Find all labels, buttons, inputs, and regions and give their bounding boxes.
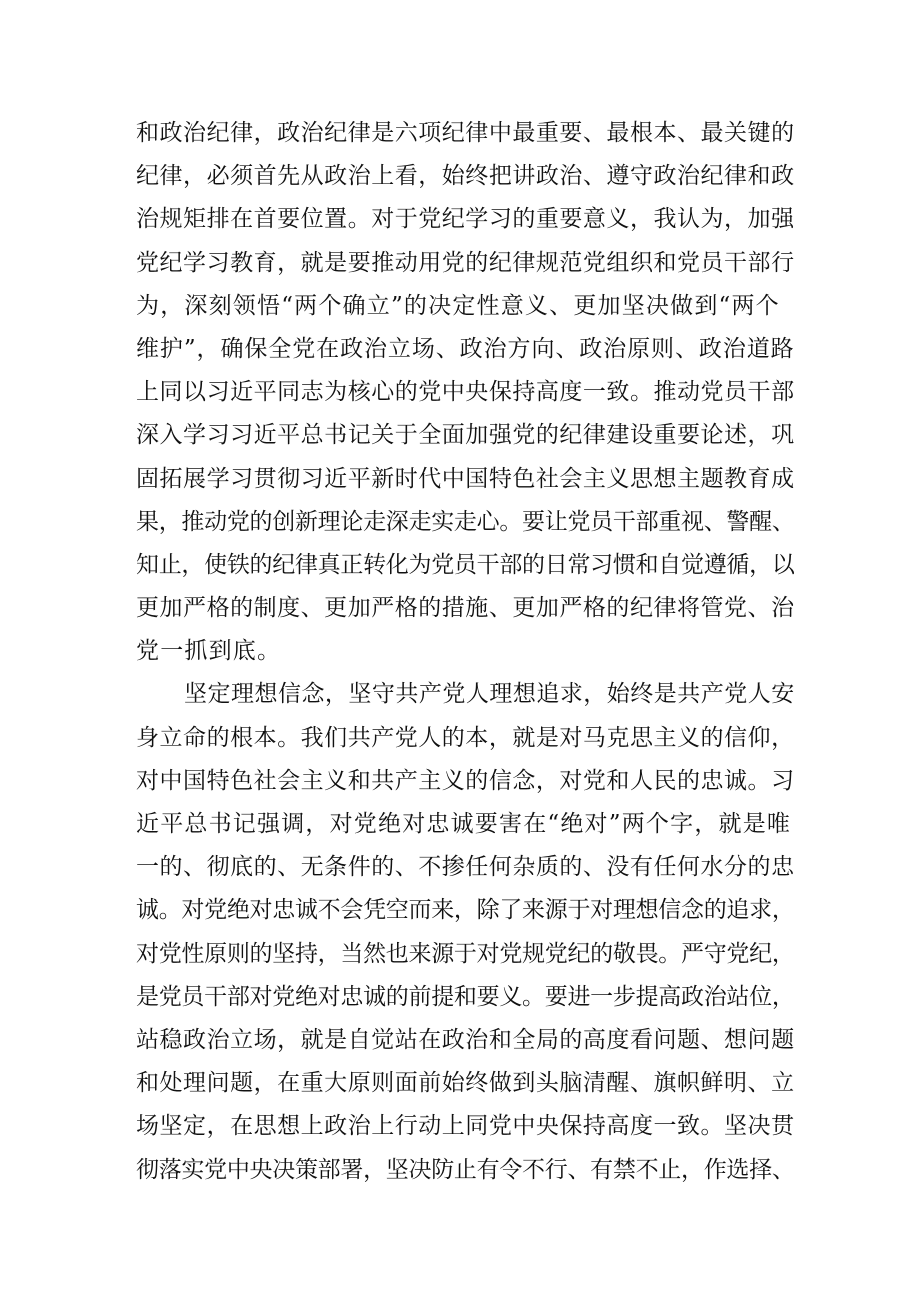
text-line: 彻落实党中央决策部署，坚决防止有令不行、有禁不止，作选择、 [136,1156,795,1183]
text-line: 维护”，确保全党在政治立场、政治方向、政治原则、政治道路 [136,335,795,362]
text-line: 是党员干部对党绝对忠诚的前提和要义。要进一步提高政治站位， [136,983,795,1010]
text-line: 上同以习近平同志为核心的党中央保持高度一致。推动党员干部 [136,379,795,406]
text-line: 场坚定，在思想上政治上行动上同党中央保持高度一致。坚决贯 [136,1113,795,1140]
text-line: 一的、彻底的、无条件的、不掺任何杂质的、没有任何水分的忠 [136,854,795,881]
text-line: 诚。对党绝对忠诚不会凭空而来，除了来源于对理想信念的追求， [136,897,795,924]
text-line: 党纪学习教育，就是要推动用党的纪律规范党组织和党员干部行 [136,249,795,276]
text-line: 站稳政治立场，就是自觉站在政治和全局的高度看问题、想问题 [136,1026,795,1053]
text-line: 治规矩排在首要位置。对于党纪学习的重要意义，我认为，加强 [136,206,795,233]
text-line: 和处理问题，在重大原则面前始终做到头脑清醒、旗帜鲜明、立 [136,1070,795,1097]
text-line: 对党性原则的坚持，当然也来源于对党规党纪的敬畏。严守党纪， [136,940,795,967]
text-line: 知止，使铁的纪律真正转化为党员干部的日常习惯和自觉遵循，以 [136,551,795,578]
text-line: 身立命的根本。我们共产党人的本，就是对马克思主义的信仰， [136,724,795,751]
text-line: 坚定理想信念，坚守共产党人理想追求，始终是共产党人安 [184,681,795,708]
text-line: 对中国特色社会主义和共产主义的信念，对党和人民的忠诚。习 [136,767,795,794]
paragraph-2 [136,673,796,1191]
text-line: 为，深刻领悟“两个确立”的决定性意义、更加坚决做到“两个 [136,292,780,319]
text-line: 和政治纪律，政治纪律是六项纪律中最重要、最根本、最关键的 [136,120,795,146]
text-line: 更加严格的制度、更加严格的措施、更加严格的纪律将管党、治 [136,595,795,622]
text-line: 近平总书记强调，对党绝对忠诚要害在“绝对”两个字，就是唯 [136,811,792,837]
text-line: 固拓展学习贯彻习近平新时代中国特色社会主义思想主题教育成 [136,465,795,492]
text-line: 果，推动党的创新理论走深走实走心。要让党员干部重视、警醒、 [136,508,795,535]
text-line: 党一抓到底。 [136,638,282,665]
document-body [136,112,796,1192]
text-line: 纪律，必须首先从政治上看，始终把讲政治、遵守政治纪律和政 [136,163,795,190]
paragraph-1 [136,112,796,673]
text-line: 深入学习习近平总书记关于全面加强党的纪律建设重要论述，巩 [136,422,795,449]
